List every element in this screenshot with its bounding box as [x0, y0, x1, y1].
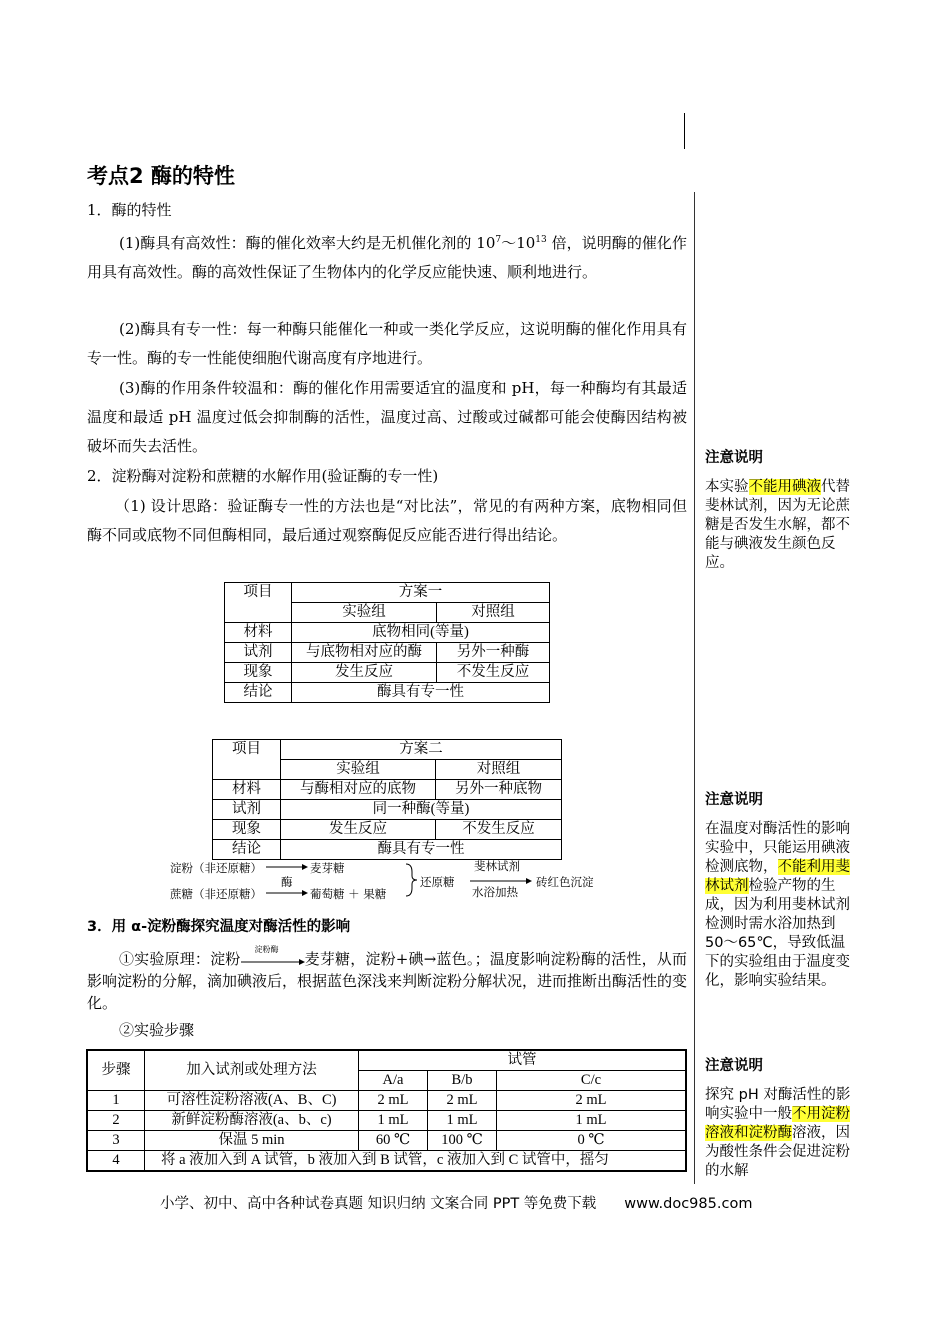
- table-header-a: A/a: [359, 1071, 428, 1091]
- table-row-label: 材料: [213, 780, 281, 800]
- side-note-1: [705, 449, 857, 573]
- table-cell: 1 mL: [428, 1111, 497, 1131]
- starch-label: 淀粉（非还原糖）: [170, 861, 262, 875]
- table-cell: 1 mL: [497, 1111, 687, 1131]
- section-1-heading: 1．酶的特性: [87, 201, 172, 219]
- table-cell: 保温 5 min: [145, 1131, 359, 1151]
- table-cell: 2 mL: [428, 1091, 497, 1111]
- fehling-label: 斐林试剂: [474, 859, 520, 873]
- reducing-sugar-label: 还原糖: [420, 875, 455, 889]
- plan-two-table: [212, 739, 562, 860]
- table-cell: 将 a 液加入到 A 试管，b 液加入到 B 试管，c 液加入到 C 试管中，摇匀: [145, 1151, 687, 1172]
- enzyme-reaction-arrow: 淀粉酶: [241, 953, 305, 967]
- table-row: [87, 1151, 686, 1172]
- enzyme-label: 酶: [281, 875, 293, 889]
- table-cell: 3: [87, 1131, 145, 1151]
- section-1-para-2: (2)酶具有专一性：每一种酶只能催化一种或一类化学反应，这说明酶的催化作用具有专一性。酶的专一性能使细胞代谢高度有序地进行。: [87, 320, 687, 367]
- highlight: 不能利用斐林试剂: [705, 859, 850, 894]
- table-cell: 不发生反应: [436, 820, 562, 840]
- table-row-label: 现象: [225, 663, 292, 683]
- table-header-item: 项目: [225, 583, 292, 623]
- page-footer: [160, 1192, 752, 1213]
- maltose-label: 麦芽糖: [310, 861, 345, 875]
- table-cell: 可溶性淀粉溶液(A、B、C): [145, 1091, 359, 1111]
- table-cell: 0 ℃: [497, 1131, 687, 1151]
- table-cell: 另外一种酶: [437, 643, 550, 663]
- table-cell: 新鲜淀粉酶溶液(a、b、c): [145, 1111, 359, 1131]
- table-row: [87, 1131, 686, 1151]
- plan-one-table: [224, 582, 550, 703]
- table-header-c: C/c: [497, 1071, 687, 1091]
- highlight: 不用淀粉溶液和淀粉酶: [705, 1106, 850, 1141]
- table-cell: 100 ℃: [428, 1131, 497, 1151]
- side-note-heading: 注意说明: [705, 792, 763, 808]
- reaction-diagram: [170, 858, 610, 904]
- table-header-tube: 试管: [359, 1050, 687, 1071]
- sucrose-label: 蔗糖（非还原糖）: [170, 887, 262, 901]
- table-row-label: 试剂: [225, 643, 292, 663]
- table-row-label: 现象: [213, 820, 281, 840]
- footer-url[interactable]: www.doc985.com: [624, 1196, 753, 1212]
- glucose-fructose-label: 葡萄糖 ＋ 果糖: [310, 887, 387, 901]
- section-3-steps-heading: ②实验步骤: [119, 1021, 195, 1039]
- table-header-control: 对照组: [436, 760, 562, 780]
- section-2-para-1: （1) 设计思路：验证酶专一性的方法也是“对比法”，常见的有两种方案，底物相同但酶不同或底物不同但酶相同，最后通过观察酶促反应能否进行得出结论。: [87, 497, 687, 544]
- side-note-heading: 注意说明: [705, 450, 763, 466]
- table-header-plan: 方案一: [292, 583, 550, 603]
- table-cell: 发生反应: [281, 820, 436, 840]
- table-cell: 酶具有专一性: [281, 840, 562, 860]
- side-note-heading: 注意说明: [705, 1058, 763, 1074]
- temperature-steps-table: [86, 1049, 687, 1172]
- footer-text: 小学、初中、高中各种试卷真题 知识归纳 文案合同 PPT 等免费下载: [160, 1196, 597, 1212]
- table-cell: 1 mL: [359, 1111, 428, 1131]
- table-header-item: 项目: [213, 740, 281, 780]
- water-bath-label: 水浴加热: [472, 885, 518, 899]
- side-note-body: 探究 pH 对酶活性的影响实验中一般不用淀粉溶液和淀粉酶溶液，因为酸性条件会促进淀粉的水解: [705, 1087, 851, 1179]
- table-cell: 2 mL: [497, 1091, 687, 1111]
- table-cell: 1: [87, 1091, 145, 1111]
- precipitate-label: 砖红色沉淀: [536, 875, 594, 889]
- table-cell: 不发生反应: [437, 663, 550, 683]
- table-cell: 另外一种底物: [436, 780, 562, 800]
- side-note-body: 本实验不能用碘液代替斐林试剂，因为无论蔗糖是否发生水解，都不能与碘液发生颜色反应。: [705, 479, 850, 571]
- section-3-heading: 3．用 α-淀粉酶探究温度对酶活性的影响: [87, 919, 351, 935]
- table-cell: 2 mL: [359, 1091, 428, 1111]
- section-1-para-3: (3)酶的作用条件较温和：酶的催化作用需要适宜的温度和 pH，每一种酶均有其最适温度和最适 pH 温度过低会抑制酶的活性，温度过高、过酸或过碱都可能会使酶因结构被破坏而失去活性。: [87, 379, 687, 455]
- table-row: [87, 1111, 686, 1131]
- table-cell: 酶具有专一性: [292, 683, 550, 703]
- table-header-experimental: 实验组: [281, 760, 436, 780]
- side-note-body: 在温度对酶活性的影响实验中，只能运用碘液检测底物，不能利用斐林试剂检验产物的生成，因为利用斐林试剂检测时需水浴加热到 50～65℃，导致低温下的实验组由于温度变化，影响实验结果。: [705, 821, 850, 989]
- section-3-principle: ①实验原理：淀粉 淀粉酶 麦芽糖，淀粉+碘→蓝色。；温度影响淀粉酶的活性，从而影响淀粉的分解，滴加碘液后，根据蓝色深浅来判断淀粉分解状况，进而推断出酶活性的变化。: [87, 945, 688, 1012]
- section-2-heading: 2．淀粉酶对淀粉和蔗糖的水解作用(验证酶的专一性): [87, 467, 439, 485]
- table-cell: 60 ℃: [359, 1131, 428, 1151]
- section-1-para-1: (1)酶具有高效性：酶的催化效率大约是无机催化剂的 $10^7\sim 10^{13}$ 倍，说明酶的催化作用具有高效性。酶的高效性保证了生物体内的化学反应能快速、顺利地进行。: [87, 234, 687, 281]
- table-cell: 与底物相对应的酶: [292, 643, 437, 663]
- side-note-2: [705, 791, 857, 991]
- table-header-method: 加入试剂或处理方法: [145, 1050, 359, 1091]
- table-header-plan: 方案二: [281, 740, 562, 760]
- table-row-label: 结论: [225, 683, 292, 703]
- table-row: [87, 1091, 686, 1111]
- table-row-label: 材料: [225, 623, 292, 643]
- table-header-b: B/b: [428, 1071, 497, 1091]
- table-header-step: 步骤: [87, 1050, 145, 1091]
- table-cell: 同一种酶(等量): [281, 800, 562, 820]
- header-rule: [684, 113, 685, 149]
- margin-divider: [694, 192, 695, 1184]
- side-note-3: [705, 1057, 857, 1181]
- table-row-label: 试剂: [213, 800, 281, 820]
- table-cell: 2: [87, 1111, 145, 1131]
- table-cell: 底物相同(等量): [292, 623, 550, 643]
- table-cell: 与酶相对应的底物: [281, 780, 436, 800]
- table-cell: 发生反应: [292, 663, 437, 683]
- highlight: 不能用碘液: [748, 479, 821, 495]
- table-header-control: 对照组: [437, 603, 550, 623]
- table-header-experimental: 实验组: [292, 603, 437, 623]
- table-row-label: 结论: [213, 840, 281, 860]
- page-title: 考点2 酶的特性: [87, 164, 235, 188]
- table-cell: 4: [87, 1151, 145, 1172]
